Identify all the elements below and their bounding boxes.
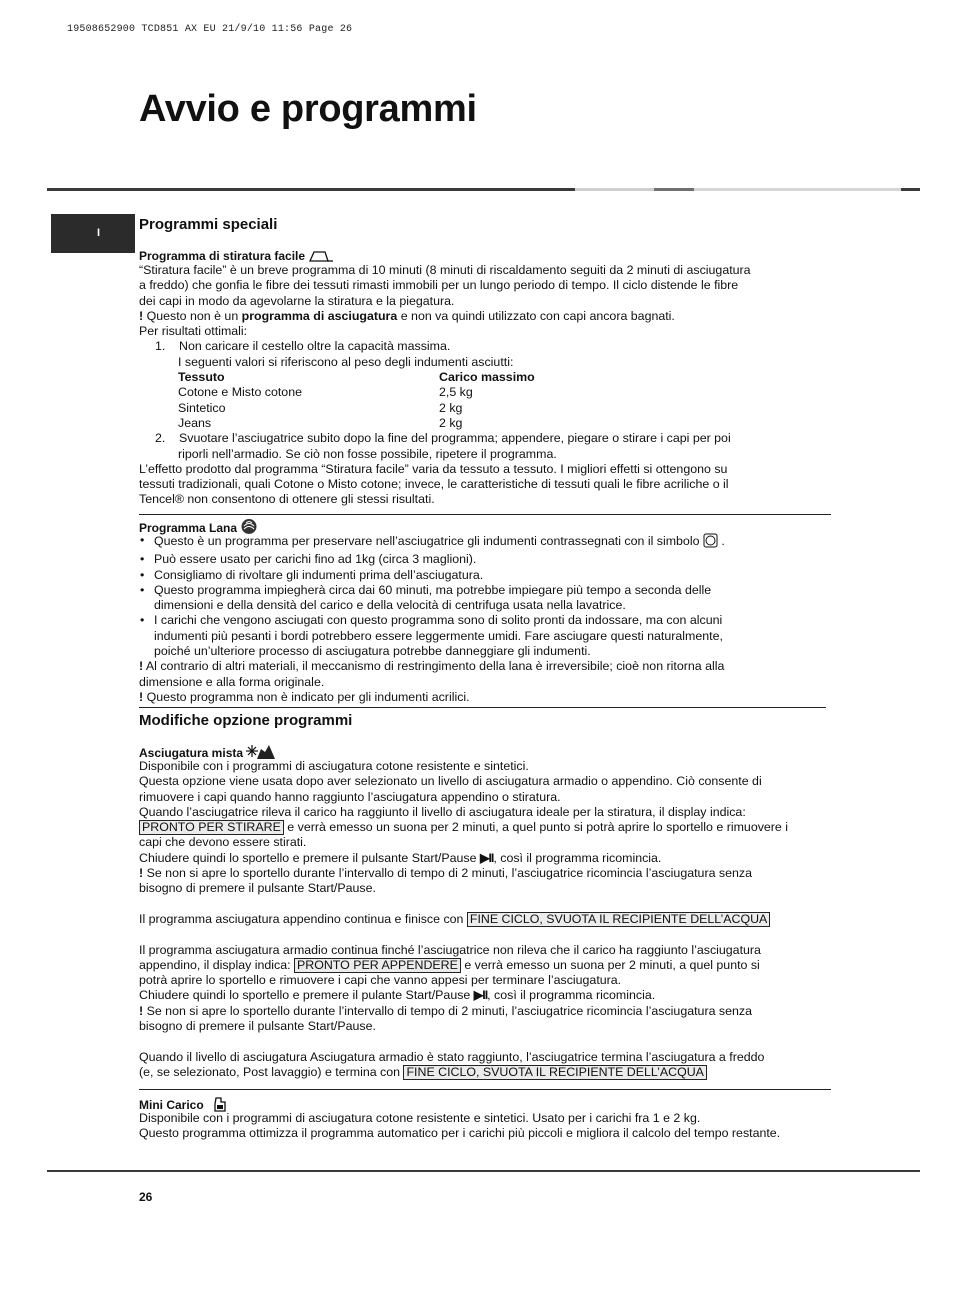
table-header-cell: Carico massimo — [439, 370, 535, 385]
warning-mark: ! — [139, 866, 144, 881]
divider — [139, 1089, 831, 1090]
text-line: potrà aprire lo sportello e rimuovere i capi che vanno appesi per terminare l’asciugatura. — [139, 973, 622, 988]
display-pronto-stirare: PRONTO PER STIRARE — [139, 820, 284, 835]
bullet-item: • I carichi che vengono asciugati con questo programma sono di solito pronti da indossare, ma con alcuni — [139, 613, 849, 628]
text-line: capi che devono essere stirati. — [139, 835, 307, 850]
header-rule-light — [575, 188, 654, 191]
text: Al contrario di altri materiali, il meccanismo di restringimento della lana è irreversibile; cioè non ritorna alla — [143, 659, 725, 674]
text-line: tessuti tradizionali, quali Cotone o Misto cotone; invece, le caratteristiche di tessuti quali le fibre acriliche o il — [139, 477, 729, 492]
mini-carico-body — [139, 1111, 859, 1142]
text-line: Questo programma ottimizza il programma automatico per i carichi più piccoli e migliora il calcolo del tempo restante. — [139, 1126, 781, 1141]
text-line: Per risultati ottimali: — [139, 324, 248, 339]
table-cell: Sintetico — [178, 400, 226, 415]
display-fine-ciclo: FINE CICLO, SVUOTA IL RECIPIENTE DELL’ACQUA — [403, 1065, 706, 1080]
warning-line — [139, 1004, 849, 1019]
text: appendino, il display indica: — [139, 957, 294, 972]
item-text: Svuotare l’asciugatrice subito dopo la fine del programma; appendere, piegare o stirare i capi per poi — [179, 431, 731, 446]
text-line: bisogno di premere il pulsante Start/Pause. — [139, 1019, 376, 1034]
text: , così il programma ricomincia. — [493, 850, 662, 865]
table-row — [139, 416, 849, 431]
text: Chiudere quindi lo sportello e premere il pulante Start/Pause — [139, 988, 474, 1003]
bullet-item: • Consigliamo di rivoltare gli indumenti prima dell’asciugatura. — [139, 568, 849, 583]
bullet-item: • Può essere usato per carichi fino ad 1kg (circa 3 maglioni). — [139, 552, 849, 567]
wool-care-symbol-icon — [703, 533, 718, 552]
text: . — [717, 534, 725, 548]
text-line — [139, 1065, 849, 1080]
text-line — [139, 851, 849, 866]
text-line — [139, 820, 849, 835]
text: e non va quindi utilizzato con capi ancora bagnati. — [397, 308, 675, 323]
section-heading-programmi-speciali: Programmi speciali — [139, 216, 278, 233]
text-line: riporli nell’armadio. Se ciò non fosse possibile, ripetere il programma. — [178, 446, 557, 461]
text: Se non si apre lo sportello durante l’intervallo di tempo di 2 minuti, l’asciugatrice ricomincia l’asciugatura senza — [143, 1003, 752, 1018]
text: Chiudere quindi lo sportello e premere il pulsante Start/Pause — [139, 850, 480, 865]
text-line — [139, 912, 849, 927]
item-number: 2. — [155, 431, 166, 446]
table-row — [139, 385, 849, 400]
text: Questo non è un — [143, 308, 242, 323]
text-line: Quando il livello di asciugatura Asciugatura armadio è stato raggiunto, l’asciugatrice termina l’asciugatura a freddo — [139, 1049, 765, 1064]
warning-line — [139, 866, 849, 881]
page-number: 26 — [139, 1190, 153, 1204]
table-cell: 2,5 kg — [439, 385, 473, 400]
start-pause-icon: ▶II — [479, 850, 494, 865]
table-row — [139, 401, 849, 416]
mini-carico-heading-text: Mini Carico — [139, 1098, 204, 1112]
text-line: Disponibile con i programmi di asciugatura cotone resistente e sintetici. — [139, 759, 529, 773]
text-line: I seguenti valori si riferiscono al peso degli indumenti asciutti: — [178, 354, 514, 369]
warning-mark: ! — [139, 308, 144, 323]
table-header — [139, 370, 849, 385]
text: , così il programma ricomincia. — [487, 988, 656, 1003]
lana-heading-text: Programma Lana — [139, 521, 238, 535]
warning-mark: ! — [139, 1003, 144, 1018]
bullet-item: • Questo programma impiegherà circa dai 60 minuti, ma potrebbe impiegare più tempo a seconda delle — [139, 583, 849, 598]
warning-line — [139, 659, 849, 674]
warning-line — [139, 690, 849, 705]
blank-line — [139, 927, 849, 942]
page-title: Avvio e programmi — [139, 88, 477, 130]
section-heading-modifiche: Modifiche opzione programmi — [139, 712, 353, 729]
header-rule-mid — [654, 188, 694, 191]
bold-text: programma di asciugatura — [241, 308, 398, 323]
header-rule-end — [901, 188, 920, 191]
numbered-item-2 — [139, 431, 849, 446]
table-cell: Cotone e Misto cotone — [178, 385, 302, 400]
text-line: dei capi in modo da agevolarne la stiratura e la piegatura. — [139, 293, 455, 308]
text-line: Tencel® non consentono di ottenere gli stessi risultati. — [139, 492, 435, 507]
text: Questo programma non è indicato per gli indumenti acrilici. — [143, 689, 470, 704]
text: e verrà emesso un suona per 2 minuti, a quel punto si potrà aprire lo sportello e rimuovere i — [283, 820, 789, 835]
text-line: rimuovere i capi quando hanno raggiunto l’asciugatura appendino o stiratura. — [139, 789, 561, 804]
blank-line — [139, 1034, 849, 1049]
stiratura-heading-text: Programma di stiratura facile — [139, 249, 306, 263]
display-fine-ciclo: FINE CICLO, SVUOTA IL RECIPIENTE DELL’ACQUA — [467, 912, 770, 927]
mista-body — [139, 759, 849, 1080]
language-tab — [51, 214, 135, 253]
display-pronto-appendere: PRONTO PER APPENDERE — [294, 958, 461, 973]
numbered-item-1 — [139, 339, 849, 354]
lana-body — [139, 533, 849, 705]
start-pause-icon: ▶II — [473, 988, 488, 1003]
text: Questo è un programma per preservare nell’asciugatrice gli indumenti contrassegnati con il simbolo — [154, 534, 700, 548]
table-cell: 2 kg — [439, 415, 463, 430]
warning-line — [139, 309, 849, 324]
item-number: 1. — [155, 339, 166, 354]
text-line — [139, 958, 849, 973]
table-cell: 2 kg — [439, 400, 463, 415]
text-line: Disponibile con i programmi di asciugatura cotone resistente e sintetici. Usato per i carichi fra 1 e 2 kg. — [139, 1111, 701, 1125]
header-rule-light-2 — [694, 188, 901, 191]
language-tab-label: I — [97, 227, 101, 239]
warning-mark: ! — [139, 659, 144, 674]
text-line: bisogno di premere il pulsante Start/Pause. — [139, 881, 376, 896]
text: e verrà emesso un suona per 2 minuti, a quel punto si — [460, 957, 760, 972]
stiratura-body — [139, 263, 849, 508]
bullet-item — [139, 533, 849, 552]
text-line: Questa opzione viene usata dopo aver selezionato un livello di asciugatura armadio o appendino. Ciò consente di — [139, 774, 762, 789]
divider — [139, 514, 831, 515]
text-line: dimensioni e della densità del carico e della velocità di centrifuga usata nella lavatrice. — [154, 598, 626, 613]
table-cell: Jeans — [178, 415, 212, 430]
text: Il programma asciugatura appendino continua e finisce con — [139, 911, 467, 926]
header-rule-dark — [47, 188, 575, 191]
footer-rule — [47, 1170, 920, 1172]
text-line: Quando l’asciugatrice rileva il carico ha raggiunto il livello di asciugatura ideale per la stiratura, il display indica: — [139, 804, 746, 819]
text: Se non si apre lo sportello durante l’intervallo di tempo di 2 minuti, l’asciugatrice ricomincia l’asciugatura senza — [143, 866, 752, 881]
text-line: a freddo) che gonfia le fibre dei tessuti rimasti immobili per un lungo periodo di tempo. Il ciclo distende le fibre — [139, 278, 739, 293]
warning-mark: ! — [139, 689, 144, 704]
blank-line — [139, 897, 849, 912]
text: (e, se selezionato, Post lavaggio) e termina con — [139, 1064, 404, 1079]
table-header-cell: Tessuto — [178, 370, 225, 385]
text-line: Il programma asciugatura armadio continua finché l’asciugatrice non rileva che il carico ha raggiunto l’asciugatura — [139, 942, 761, 957]
item-text: Non caricare il cestello oltre la capacità massima. — [179, 339, 451, 354]
text-line: indumenti più pesanti i bordi potrebbero essere leggermente umidi. Fare asciugare questi naturalmente, — [154, 628, 723, 643]
text-line: “Stiratura facile” è un breve programma di 10 minuti (8 minuti di riscaldamento seguiti da 2 minuti di asciugatura — [139, 263, 751, 277]
text-line: L’effetto prodotto dal programma “Stiratura facile” varia da tessuto a tessuto. I migliori effetti si ottengono su — [139, 461, 728, 476]
mista-heading-text: Asciugatura mista — [139, 746, 244, 760]
divider — [139, 707, 826, 708]
print-header: 19508652900 TCD851 AX EU 21/9/10 11:56 Page 26 — [67, 24, 353, 35]
text-line — [139, 988, 849, 1003]
text-line: dimensione e alla forma originale. — [139, 674, 325, 689]
text-line: poiché un’ulteriore processo di asciugatura potrebbe danneggiare gli indumenti. — [154, 644, 591, 659]
